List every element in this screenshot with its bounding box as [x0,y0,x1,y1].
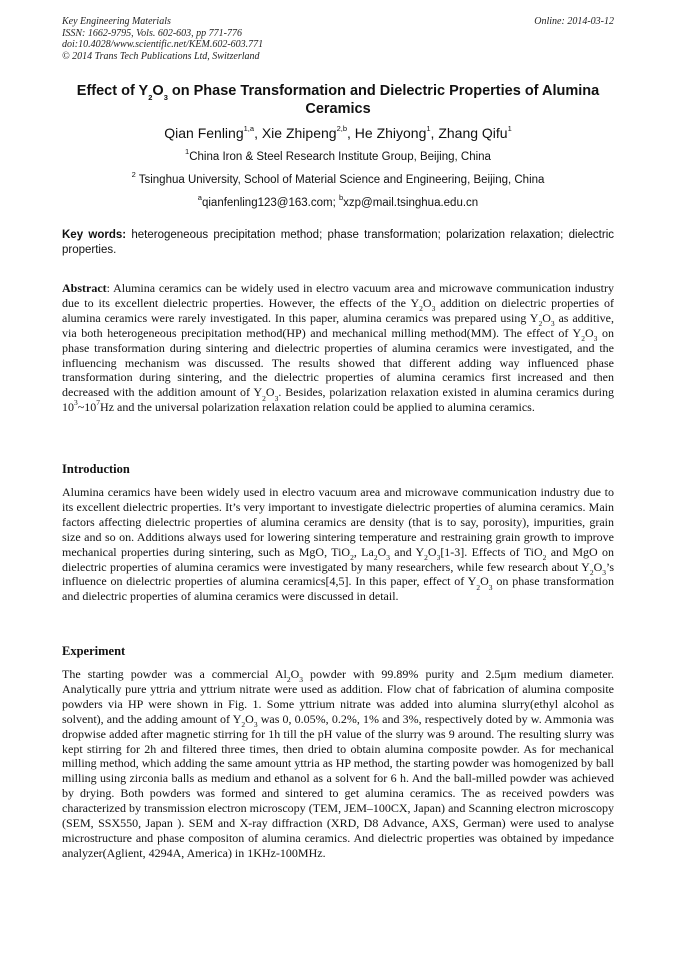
affiliation-1: $^1$China Iron & Steel Research Institute Group, Beijing, China [185,147,491,163]
abstract: Abstract: Alumina ceramics can be widely used in electro vacuum area and microwave communication industry due to its excellent dielectric properties. However, the effects of the $Y_2O_3$ addition on dielectric properties of alumina ceramics were rarely investigated. In this paper, alumina ceramics was prepared using $Y_2O_3$ as additive, via both heterogeneous precipitation method(HP) and mechanical milling method(MM). The effect of $Y_2O_3$ on phase transformation during sintering and dielectric properties of alumina ceramics were investigated, and the influencing mechanism was discussed. The results showed that different adding way influenced phase transformation during sintering, and the dielectric properties of alumina ceramics first increased and then decreased with the addition amount of $Y_2O_3$. Besides, polarization relaxation existed in alumina ceramics during $10^3\sim 10^7Hz$ and the universal polarization relaxation relation could be applied to alumina ceramics. [62,281,615,415]
email-b[interactable]: xzp@mail.tsinghua.edu.cn [343,197,479,209]
abstract-label: Abstract [62,281,107,295]
author-name: Xie Zhipeng [261,125,337,141]
paper-title: Effect of $Y_2O_3$ on Phase Transformation and Dielectric Properties of Alumina Ceramics [76,83,600,117]
journal-name: Key Engineering Materials [62,16,171,27]
email-a[interactable]: qianfenling123@163.com; [201,197,339,209]
author-name: Qian Fenling [164,125,244,141]
author-emails: $^a$qianfenling123@163.com; $^b$xzp@mail.tsinghua.edu.cn [197,193,479,209]
keywords: Key words: heterogeneous precipitation method; phase transformation; polarization relaxation; dielectric properties. [62,229,614,256]
author-name: He Zhiyong [354,125,427,141]
issn-line: ISSN: 1662-9795, Vols. 602-603, pp 771-776 [62,27,242,39]
copyright-line: © 2014 Trans Tech Publications Ltd, Switzerland [62,50,260,62]
journal-header [62,16,614,62]
author-name: Zhang Qifu [438,125,508,141]
experiment-text: The starting powder was a commercial $Al_2O_3$ powder with 99.89% purity and 2.5μm medium diameter. Analytically pure yttria and yttrium nitrate were used as addition. Flow chat of fabrication of alumina composite powders via HP were shown in Fig. 1. Some yttrium nitrate was added into alumina slurry(ethyl alcohol as solvent), and the adding amount of $Y_2O_3$ was 0, 0.05%, 0.2%, 1% and 3%, respectively doted by w. Ammonia was dropwise added after magnetic stirring for 1h till the pH value of the slurry was 9 around. The resulting slurry was kept stirring for 2h and filtered three times, then dried to obtain alumina composite powder. As for mechanical milling method, which adding the same amount yttria as HP method, the starting powder was homogenized by ball milling using zirconia balls as medium and ethanol as a solvent for 6 h. And the ball-milled powder was achieved by drying. Both powders was formed and sintered to get alumina ceramics. The as received powders was characterized by transmission electron microscopy (TEM, JEM–100CX, Japan) and Scanning electron microscopy (SEM, SSX550, Japan ). SEM and X-ray diffraction (XRD, D8 Advance, AXS, German) were used to analyse microstructure and phase compositon of alumina ceramics. And dielectric properties was obtained by impedance analyzer(Aglient, 4294A, America) in 1KHz-100MHz. [62,667,615,860]
online-date: Online: 2014-03-12 [534,16,614,27]
affiliation-2: $^2$ Tsinghua University, School of Material Science and Engineering, Beijing, China [131,170,545,186]
introduction-text: Alumina ceramics have been widely used in electro vacuum area and microwave communication industry due to its excellent dielectric properties. It’s very important to investigate dielectric properties of alumina ceramics. Main factors affecting dielectric properties of alumina ceramics are density (that is to say, porosity), impurities, grain size and so on. Additions always used for lowering sintering temperature and restraining grain growth to improve mechanical properties during sintering, such as MgO, TiO$_2$, $La_2O_3$ and $Y_2O_3[1-3]$. Effects of TiO$_2$ and MgO on dielectric properties of alumina ceramics were investigated by many researchers, while few research about $Y_2O_3’s$ influence on dielectric properties of alumina ceramics[4,5]. In this paper, effect of $Y_2O_3$ on phase transformation and dielectric properties of alumina ceramics were discussed in detail. [62,485,615,604]
doi-line[interactable]: doi:10.4028/www.scientific.net/KEM.602-603.771 [62,39,264,50]
experiment-heading: Experiment [62,644,126,658]
introduction-heading: Introduction [62,462,130,476]
author-list: Qian Fenling$^{1,a}$, Xie Zhipeng$^{2,b}$, He Zhiyong$^1$, Zhang Qifu$^1$ [164,124,512,141]
keywords-label: Key words: [62,229,127,241]
